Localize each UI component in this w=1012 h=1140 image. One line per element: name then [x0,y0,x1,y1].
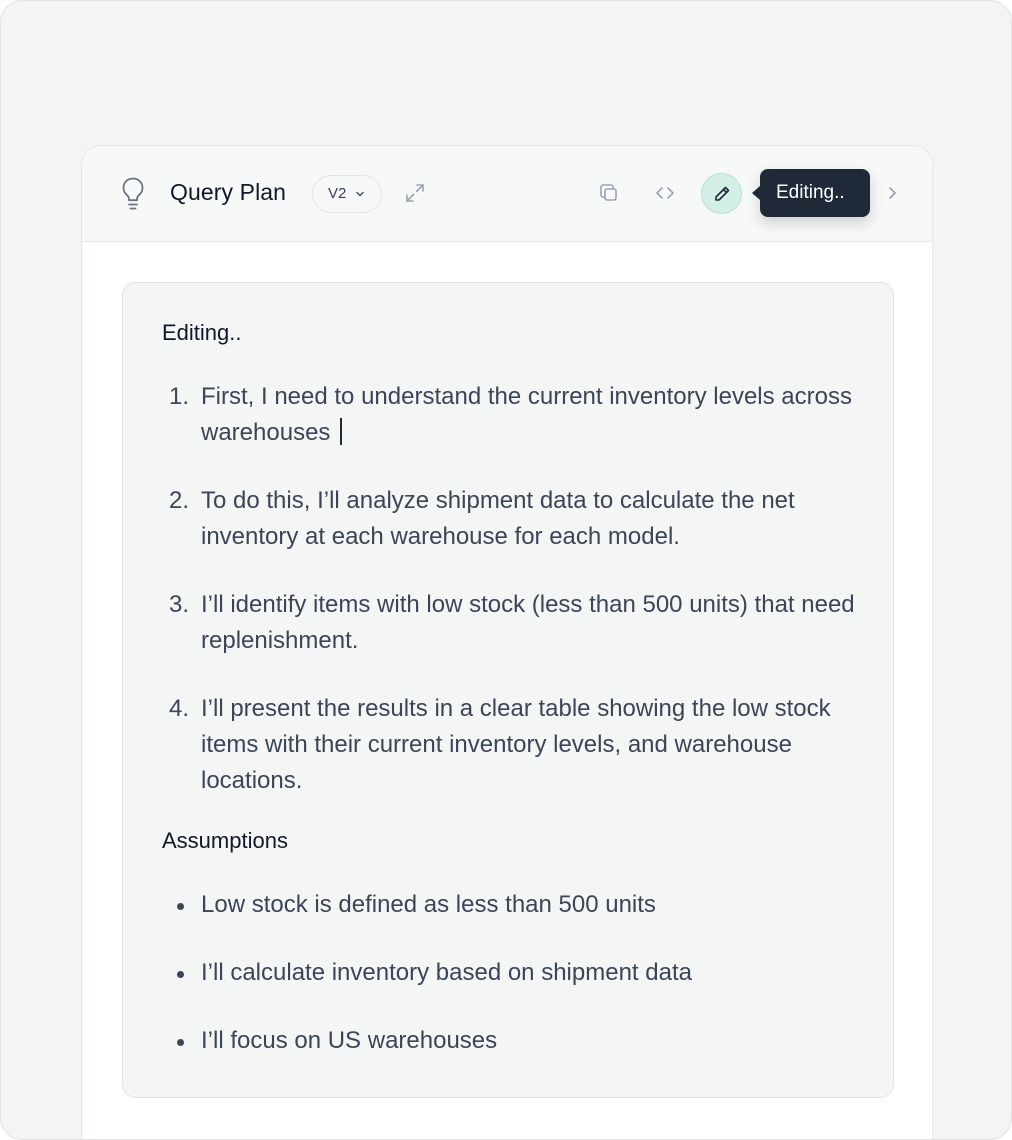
list-marker: 3. [169,591,190,618]
page-title: Query Plan [170,179,287,205]
expand-icon[interactable] [404,182,426,204]
list-item [162,379,862,451]
bullet-dot [177,971,184,978]
editor-heading: Editing.. [162,320,242,345]
card-header [82,146,932,242]
list-item [162,483,862,555]
list-marker: 2. [169,487,190,514]
editing-tooltip: Editing.. [760,169,870,217]
lightbulb-icon [120,176,146,212]
copy-icon[interactable] [598,182,620,204]
list-item-text: First, I need to understand the current inventory levels across warehouses [201,383,852,446]
list-item-text: I’ll calculate inventory based on shipment data [201,959,692,986]
list-marker: 4. [169,695,190,722]
text-cursor [340,418,342,445]
list-item-text: I’ll present the results in a clear table showing the low stock items with their current inventory levels, and warehouse locations. [201,695,831,794]
plan-editor[interactable] [122,282,894,1098]
list-item [162,691,862,799]
list-marker: 1. [169,383,190,410]
bullet-dot [177,903,184,910]
version-dropdown[interactable] [312,175,382,213]
list-item [162,887,862,923]
edit-button[interactable] [701,173,742,214]
list-item [162,955,862,991]
version-label: V2 [328,185,347,202]
query-plan-card [81,145,933,1140]
chevron-down-icon [354,188,366,200]
pencil-icon [712,184,732,204]
bullet-dot [177,1039,184,1046]
list-item [162,587,862,659]
assumptions-heading: Assumptions [162,828,288,853]
chevron-right-icon[interactable] [882,183,902,203]
list-item-text: Low stock is defined as less than 500 units [201,891,656,918]
list-item [162,1023,862,1059]
code-icon[interactable] [654,182,676,204]
list-item-text: I’ll identify items with low stock (less than 500 units) that need replenishment. [201,591,855,654]
list-item-text: I’ll focus on US warehouses [201,1027,498,1054]
list-item-text: To do this, I’ll analyze shipment data to calculate the net inventory at each warehouse for each model. [201,487,795,550]
